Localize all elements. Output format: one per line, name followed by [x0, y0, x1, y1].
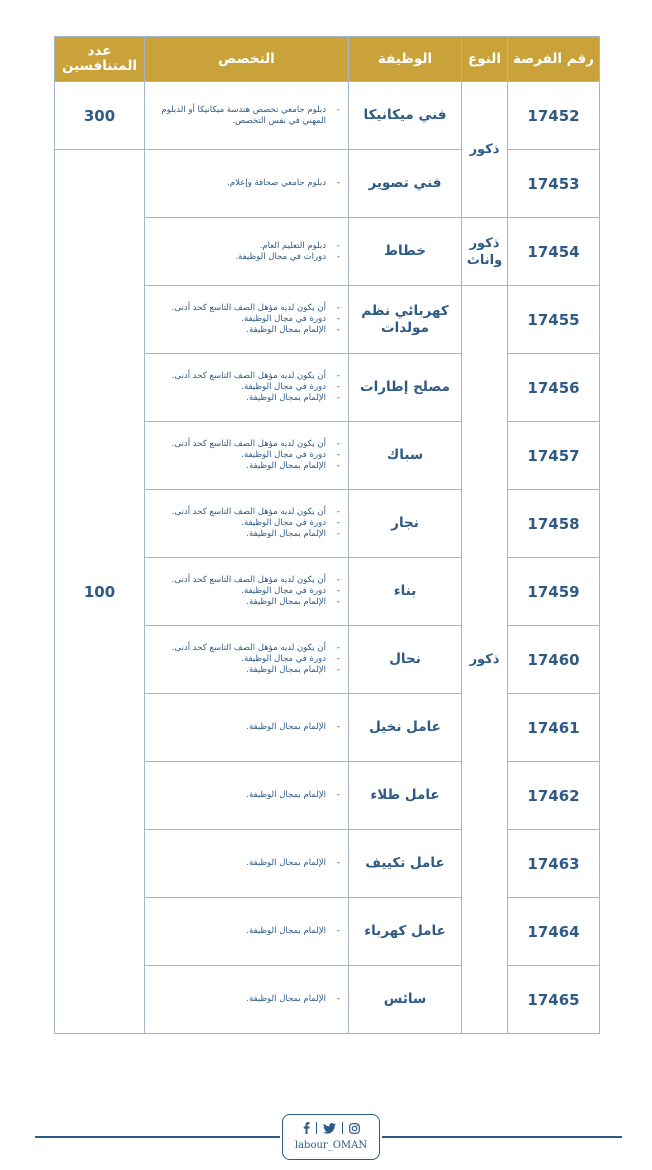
- job-id: 17455: [508, 286, 600, 354]
- job-title: سباك: [349, 422, 462, 490]
- header-count: [55, 37, 145, 82]
- job-requirements: [145, 830, 349, 898]
- requirements-list: [151, 178, 340, 189]
- footer-divider-right: [382, 1136, 622, 1138]
- job-id: 17463: [508, 830, 600, 898]
- header-count-line1: عدد: [87, 43, 112, 59]
- requirements-list: [151, 858, 340, 869]
- icon-separator: [342, 1122, 343, 1134]
- requirement-item: - أن يكون لديه مؤهل الصف التاسع كحد أدنى.: [151, 643, 340, 654]
- job-title: خطاط: [349, 218, 462, 286]
- requirements-list: [151, 790, 340, 801]
- social-icons: [283, 1120, 379, 1136]
- job-id: 17465: [508, 966, 600, 1034]
- header-requirements: التخصص: [145, 37, 349, 82]
- job-requirements: [145, 286, 349, 354]
- job-id: 17457: [508, 422, 600, 490]
- job-requirements: [145, 218, 349, 286]
- requirement-item: - الإلمام بمجال الوظيفة.: [151, 665, 340, 676]
- job-id: 17461: [508, 694, 600, 762]
- job-title: نجار: [349, 490, 462, 558]
- facebook-icon[interactable]: [303, 1119, 310, 1138]
- requirement-item: - الإلمام بمجال الوظيفة.: [151, 722, 340, 733]
- requirement-item: - الإلمام بمجال الوظيفة.: [151, 926, 340, 937]
- requirement-item: - أن يكون لديه مؤهل الصف التاسع كحد أدنى.: [151, 507, 340, 518]
- requirement-item: - أن يكون لديه مؤهل الصف التاسع كحد أدنى.: [151, 439, 340, 450]
- job-id: 17453: [508, 150, 600, 218]
- requirements-list: [151, 303, 340, 336]
- requirements-list: [151, 643, 340, 676]
- job-id: 17464: [508, 898, 600, 966]
- requirement-item: - الإلمام بمجال الوظيفة.: [151, 325, 340, 336]
- requirement-item: - دورات في مجال الوظيفة.: [151, 252, 340, 263]
- requirement-item: - دورة في مجال الوظيفة.: [151, 654, 340, 665]
- twitter-icon[interactable]: [323, 1119, 336, 1138]
- gender-cell: ذكور: [462, 82, 508, 218]
- job-requirements: [145, 762, 349, 830]
- job-requirements: [145, 898, 349, 966]
- requirements-list: [151, 926, 340, 937]
- requirement-item: - دبلوم جامعي تخصص هندسة ميكانيكا أو الدبلوم المهني في نفس التخصص.: [151, 105, 340, 127]
- instagram-icon[interactable]: [349, 1119, 360, 1138]
- job-id: 17460: [508, 626, 600, 694]
- job-title: عامل طلاء: [349, 762, 462, 830]
- job-title: سائس: [349, 966, 462, 1034]
- requirements-list: [151, 105, 340, 127]
- requirement-item: - أن يكون لديه مؤهل الصف التاسع كحد أدنى.: [151, 575, 340, 586]
- requirements-list: [151, 439, 340, 472]
- requirements-list: [151, 241, 340, 263]
- job-id: 17462: [508, 762, 600, 830]
- header-count-line2: المتنافسين: [61, 58, 138, 74]
- footer-divider-left: [35, 1136, 280, 1138]
- job-requirements: [145, 150, 349, 218]
- header-title: الوظيفة: [349, 37, 462, 82]
- table-row: [55, 150, 600, 218]
- requirements-list: [151, 994, 340, 1005]
- job-id: 17456: [508, 354, 600, 422]
- header-id: رقم الفرصة: [508, 37, 600, 82]
- requirement-item: - الإلمام بمجال الوظيفة.: [151, 858, 340, 869]
- table-header-row: [55, 37, 600, 82]
- requirement-item: - الإلمام بمجال الوظيفة.: [151, 529, 340, 540]
- requirement-item: - الإلمام بمجال الوظيفة.: [151, 790, 340, 801]
- job-title: مصلح إطارات: [349, 354, 462, 422]
- requirement-item: - الإلمام بمجال الوظيفة.: [151, 597, 340, 608]
- job-id: 17452: [508, 82, 600, 150]
- job-title: بناء: [349, 558, 462, 626]
- requirement-item: - الإلمام بمجال الوظيفة.: [151, 994, 340, 1005]
- gender-cell: [462, 218, 508, 286]
- gender-line1: ذكور: [469, 235, 500, 251]
- requirement-item: - دورة في مجال الوظيفة.: [151, 518, 340, 529]
- job-title: عامل نخيل: [349, 694, 462, 762]
- job-requirements: [145, 490, 349, 558]
- job-requirements: [145, 422, 349, 490]
- requirement-item: - دورة في مجال الوظيفة.: [151, 314, 340, 325]
- jobs-table: [54, 36, 600, 1034]
- job-id: 17458: [508, 490, 600, 558]
- requirement-item: - أن يكون لديه مؤهل الصف التاسع كحد أدنى.: [151, 371, 340, 382]
- requirement-item: - الإلمام بمجال الوظيفة.: [151, 393, 340, 404]
- requirement-item: - دبلوم التعليم العام.: [151, 241, 340, 252]
- requirements-list: [151, 507, 340, 540]
- job-title: فني تصوير: [349, 150, 462, 218]
- requirements-list: [151, 575, 340, 608]
- requirement-item: - دورة في مجال الوظيفة.: [151, 450, 340, 461]
- footer: [0, 1108, 652, 1158]
- requirement-item: - أن يكون لديه مؤهل الصف التاسع كحد أدنى.: [151, 303, 340, 314]
- requirement-item: - دبلوم جامعي صحافة وإعلام.: [151, 178, 340, 189]
- job-requirements: [145, 558, 349, 626]
- requirement-item: - دورة في مجال الوظيفة.: [151, 586, 340, 597]
- applicants-count: 300: [55, 82, 145, 150]
- job-requirements: [145, 354, 349, 422]
- icon-separator: [316, 1122, 317, 1134]
- job-title: كهربائي نظم مولدات: [349, 286, 462, 354]
- requirements-list: [151, 722, 340, 733]
- social-badge: [282, 1114, 380, 1160]
- requirement-item: - الإلمام بمجال الوظيفة.: [151, 461, 340, 472]
- job-id: 17459: [508, 558, 600, 626]
- job-title: عامل كهرباء: [349, 898, 462, 966]
- requirements-list: [151, 371, 340, 404]
- job-requirements: [145, 966, 349, 1034]
- table-row: [55, 82, 600, 150]
- gender-line2: واناث: [466, 252, 503, 268]
- applicants-count: 100: [55, 150, 145, 1034]
- social-handle[interactable]: labour_OMAN: [294, 1140, 368, 1151]
- job-title: نحال: [349, 626, 462, 694]
- requirement-item: - دورة في مجال الوظيفة.: [151, 382, 340, 393]
- gender-cell: ذكور: [462, 286, 508, 1034]
- job-requirements: [145, 82, 349, 150]
- job-title: عامل تكييف: [349, 830, 462, 898]
- job-id: 17454: [508, 218, 600, 286]
- header-gender: النوع: [462, 37, 508, 82]
- job-title: فني ميكانيكا: [349, 82, 462, 150]
- job-requirements: [145, 694, 349, 762]
- job-requirements: [145, 626, 349, 694]
